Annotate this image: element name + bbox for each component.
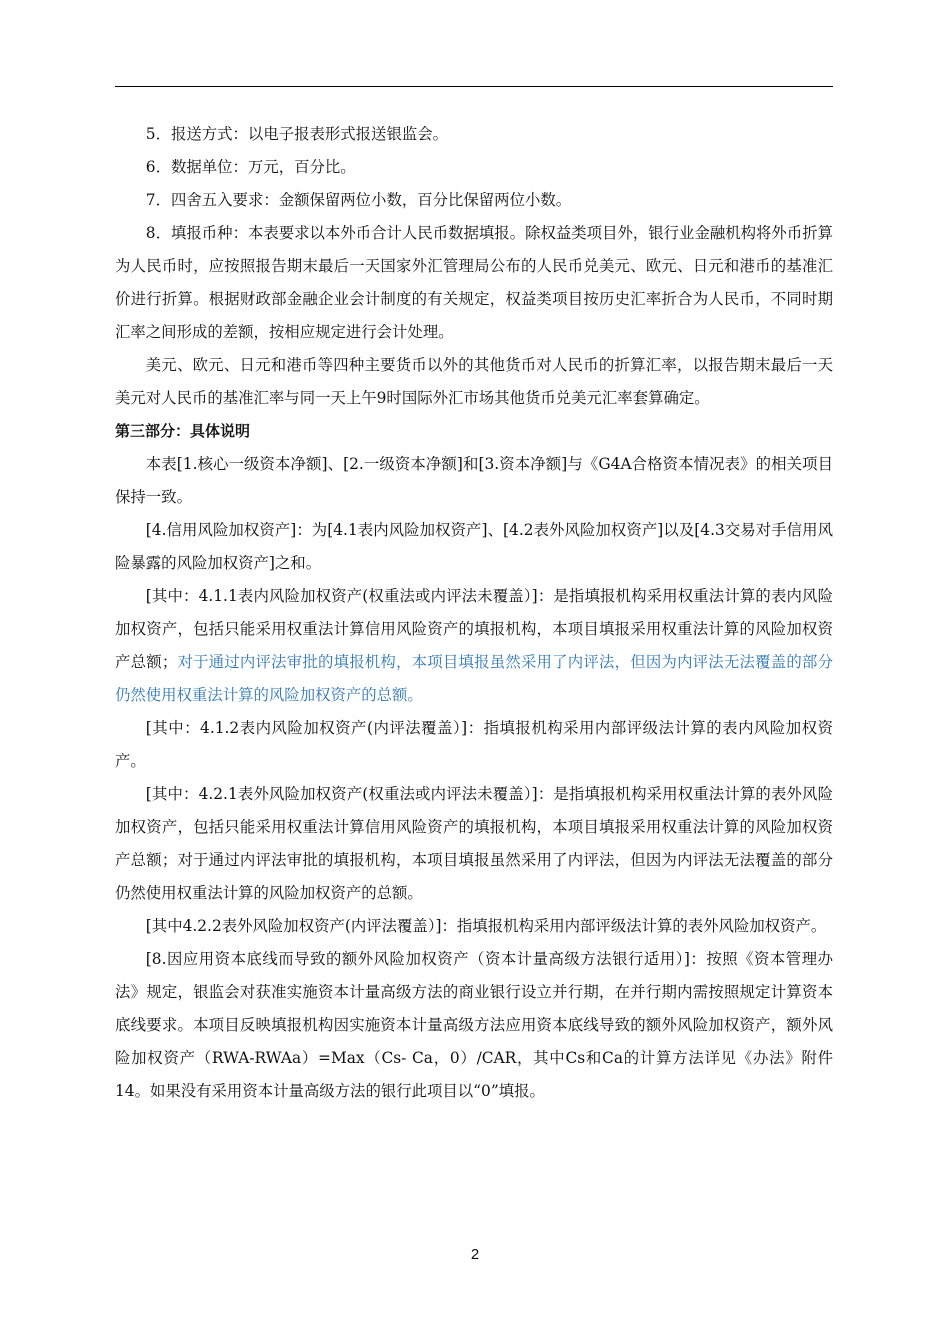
paragraph-capital: 本表[1.核心一级资本净额]、[2.一级资本净额]和[3.资本净额]与《G4A合格资本情况表》的相关项目保持一致。 — [115, 455, 833, 506]
paragraph-411-highlight: 对于通过内评法审批的填报机构，本项目填报虽然采用了内评法，但因为内评法无法覆盖的部分仍然使用权重法计算的风险加权资产的总额。 — [115, 653, 833, 704]
paragraph-capital-floor: [8.因应用资本底线而导致的额外风险加权资产（资本计量高级方法银行适用）]：按照《资本管理办法》规定，银监会对获准实施资本计量高级方法的商业银行设立并行期，在并行期内需按照规定计算资本底线要求。本项目反映填报机构因实施资本计量高级方法应用资本底线导致的额外风险加权资产，额外风险加权资产（RWA-RWAa）=Max（Cs- Ca，0）/CAR，其中Cs和Ca的计算方法详见《办法》附件14。如果没有采用资本计量高级方法的银行此项目以“0”填报。 — [115, 950, 833, 1100]
page-number: 2 — [470, 1246, 480, 1263]
paragraph-item-6: 6．数据单位：万元，百分比。 — [145, 158, 356, 176]
section-title: 第三部分：具体说明 — [115, 422, 251, 440]
paragraph-422: [其中4.2.2表外风险加权资产(内评法覆盖）]：指填报机构采用内部评级法计算的表外风险加权资产。 — [145, 917, 827, 935]
document-body — [115, 118, 833, 1108]
paragraph-411 — [115, 580, 833, 712]
paragraph-item-7: 7．四舍五入要求：金额保留两位小数，百分比保留两位小数。 — [145, 191, 572, 209]
paragraph-credit-risk: [4.信用风险加权资产]：为[4.1表内风险加权资产]、[4.2表外风险加权资产]以及[4.3交易对手信用风险暴露的风险加权资产]之和。 — [115, 521, 833, 572]
paragraph-421: [其中：4.2.1表外风险加权资产(权重法或内评法未覆盖）]：是指填报机构采用权重法计算的表外风险加权资产，包括只能采用权重法计算信用风险资产的填报机构，本项目填报采用权重法计算的风险加权资产总额；对于通过内评法审批的填报机构，本项目填报虽然采用了内评法，但因为内评法无法覆盖的部分仍然使用权重法计算的风险加权资产的总额。 — [115, 785, 833, 902]
paragraph-item-5: 5．报送方式：以电子报表形式报送银监会。 — [145, 125, 449, 143]
paragraph-412: [其中：4.1.2表内风险加权资产(内评法覆盖）]：指填报机构采用内部评级法计算的表内风险加权资产。 — [115, 719, 833, 770]
paragraph-exchange-rate: 美元、欧元、日元和港币等四种主要货币以外的其他货币对人民币的折算汇率，以报告期末最后一天美元对人民币的基准汇率与同一天上午9时国际外汇市场其他货币兑美元汇率套算确定。 — [115, 356, 833, 407]
paragraph-411-text: [其中：4.1.1表内风险加权资产(权重法或内评法未覆盖）]：是指填报机构采用权重法计算的表内风险加权资产，包括只能采用权重法计算信用风险资产的填报机构，本项目填报采用权重法计算的风险加权资产总额； — [115, 587, 833, 671]
paragraph-item-8: 8．填报币种：本表要求以本外币合计人民币数据填报。除权益类项目外，银行业金融机构将外币折算为人民币时，应按照报告期末最后一天国家外汇管理局公布的人民币兑美元、欧元、日元和港币的基准汇价进行折算。根据财政部金融企业会计制度的有关规定，权益类项目按历史汇率折合为人民币，不同时期汇率之间形成的差额，按相应规定进行会计处理。 — [115, 224, 833, 341]
header-rule — [115, 86, 833, 87]
